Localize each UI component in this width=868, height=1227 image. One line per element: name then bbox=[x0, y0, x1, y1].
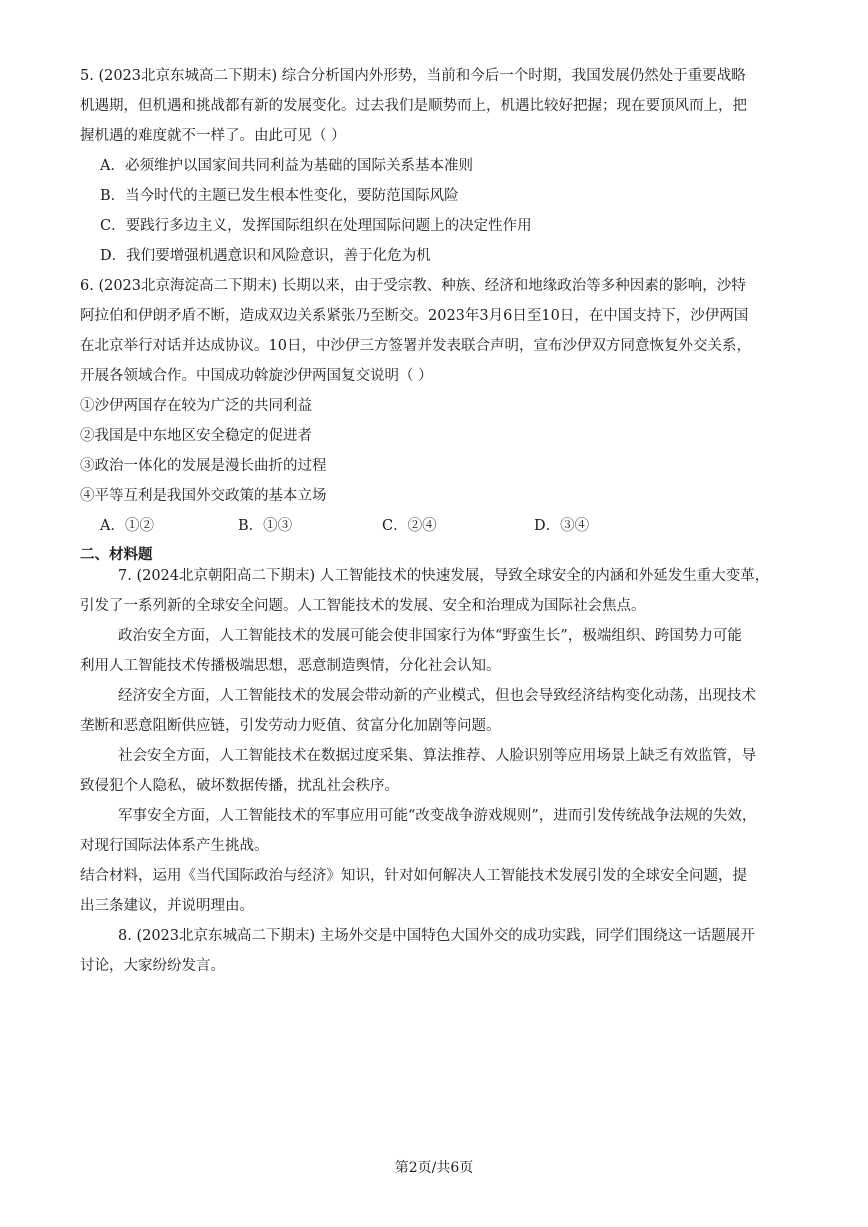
q6-statement-3: ③政治一体化的发展是漫长曲折的过程 bbox=[80, 458, 327, 474]
q7-ask-line-1: 结合材料，运用《当代国际政治与经济》知识，针对如何解决人工智能技术发展引发的全球安全问题，提 bbox=[80, 868, 747, 884]
q6-choice-b: B．①③ bbox=[238, 518, 293, 534]
q7-p1-line-1: 7. (2024北京朝阳高二下期末) 人工智能技术的快速发展，导致全球安全的内涵和外延发生重大变革， bbox=[118, 568, 770, 584]
q6-statement-4: ④平等互利是我国外交政策的基本立场 bbox=[80, 488, 327, 504]
q6-choice-d: D．③④ bbox=[534, 518, 590, 534]
q5-option-b: B．当今时代的主题已发生根本性变化，要防范国际风险 bbox=[100, 188, 459, 204]
q6-choice-c: C．②④ bbox=[382, 518, 437, 534]
q7-p4-line-2: 致侵犯个人隐私，破坏数据传播，扰乱社会秩序。 bbox=[80, 778, 399, 794]
q5-stem-line-1: 5. (2023北京东城高二下期末) 综合分析国内外形势，当前和今后一个时期，我国发展仍然处于重要战略 bbox=[80, 68, 746, 84]
q7-p4-line-1: 社会安全方面，人工智能技术在数据过度采集、算法推荐、人脸识别等应用场景上缺乏有效监管，导 bbox=[118, 748, 756, 764]
q7-p3-line-1: 经济安全方面，人工智能技术的发展会带动新的产业模式，但也会导致经济结构变化动荡，出现技术 bbox=[118, 688, 756, 704]
q6-stem-line-2: 阿拉伯和伊朗矛盾不断，造成双边关系紧张乃至断交。2023年3月6日至10日，在中国支持下，沙伊两国 bbox=[80, 308, 749, 324]
q7-p5-line-2: 对现行国际法体系产生挑战。 bbox=[80, 838, 269, 854]
q6-stem-line-1: 6. (2023北京海淀高二下期末) 长期以来，由于受宗教、种族、经济和地缘政治等多种因素的影响，沙特 bbox=[80, 278, 746, 294]
q7-p2-line-1: 政治安全方面，人工智能技术的发展可能会使非国家行为体“野蛮生长”，极端组织、跨国势力可能 bbox=[118, 628, 742, 644]
q5-stem-line-3: 握机遇的难度就不一样了。由此可见（ ） bbox=[80, 128, 346, 144]
q7-p3-line-2: 垄断和恶意阻断供应链，引发劳动力贬值、贫富分化加剧等问题。 bbox=[80, 718, 501, 734]
q6-choice-a: A．①② bbox=[100, 518, 154, 534]
q7-p5-line-1: 军事安全方面，人工智能技术的军事应用可能“改变战争游戏规则”，进而引发传统战争法规的失效， bbox=[118, 808, 757, 824]
q6-statement-2: ②我国是中东地区安全稳定的促进者 bbox=[80, 428, 312, 444]
q5-stem-line-2: 机遇期，但机遇和挑战都有新的发展变化。过去我们是顺势而上，机遇比较好把握；现在要顶风而上，把 bbox=[80, 98, 747, 114]
q5-option-a: A．必须维护以国家间共同利益为基础的国际关系基本准则 bbox=[100, 158, 473, 174]
section-title: 二、材料题 bbox=[80, 546, 153, 563]
q8-stem-line-2: 讨论，大家纷纷发言。 bbox=[80, 958, 225, 974]
q8-stem-line-1: 8. (2023北京东城高二下期末) 主场外交是中国特色大国外交的成功实践，同学们围绕这一话题展开 bbox=[118, 928, 755, 944]
q7-ask-line-2: 出三条建议，并说明理由。 bbox=[80, 898, 254, 914]
page-number: 第2页/共6页 bbox=[394, 1160, 474, 1176]
q5-option-d: D．我们要增强机遇意识和风险意识，善于化危为机 bbox=[100, 248, 431, 264]
q6-stem-line-4: 开展各领域合作。中国成功斡旋沙伊两国复交说明（ ） bbox=[80, 368, 433, 384]
q5-option-c: C．要践行多边主义，发挥国际组织在处理国际问题上的决定性作用 bbox=[100, 218, 532, 234]
q6-stem-line-3: 在北京举行对话并达成协议。10日，中沙伊三方签署并发表联合声明，宣布沙伊双方同意恢复外交关系， bbox=[80, 338, 751, 354]
q6-statement-1: ①沙伊两国存在较为广泛的共同利益 bbox=[80, 398, 312, 414]
q7-p2-line-2: 利用人工智能技术传播极端思想，恶意制造舆情，分化社会认知。 bbox=[80, 658, 501, 674]
q7-p1-line-2: 引发了一系列新的全球安全问题。人工智能技术的发展、安全和治理成为国际社会焦点。 bbox=[80, 598, 646, 614]
